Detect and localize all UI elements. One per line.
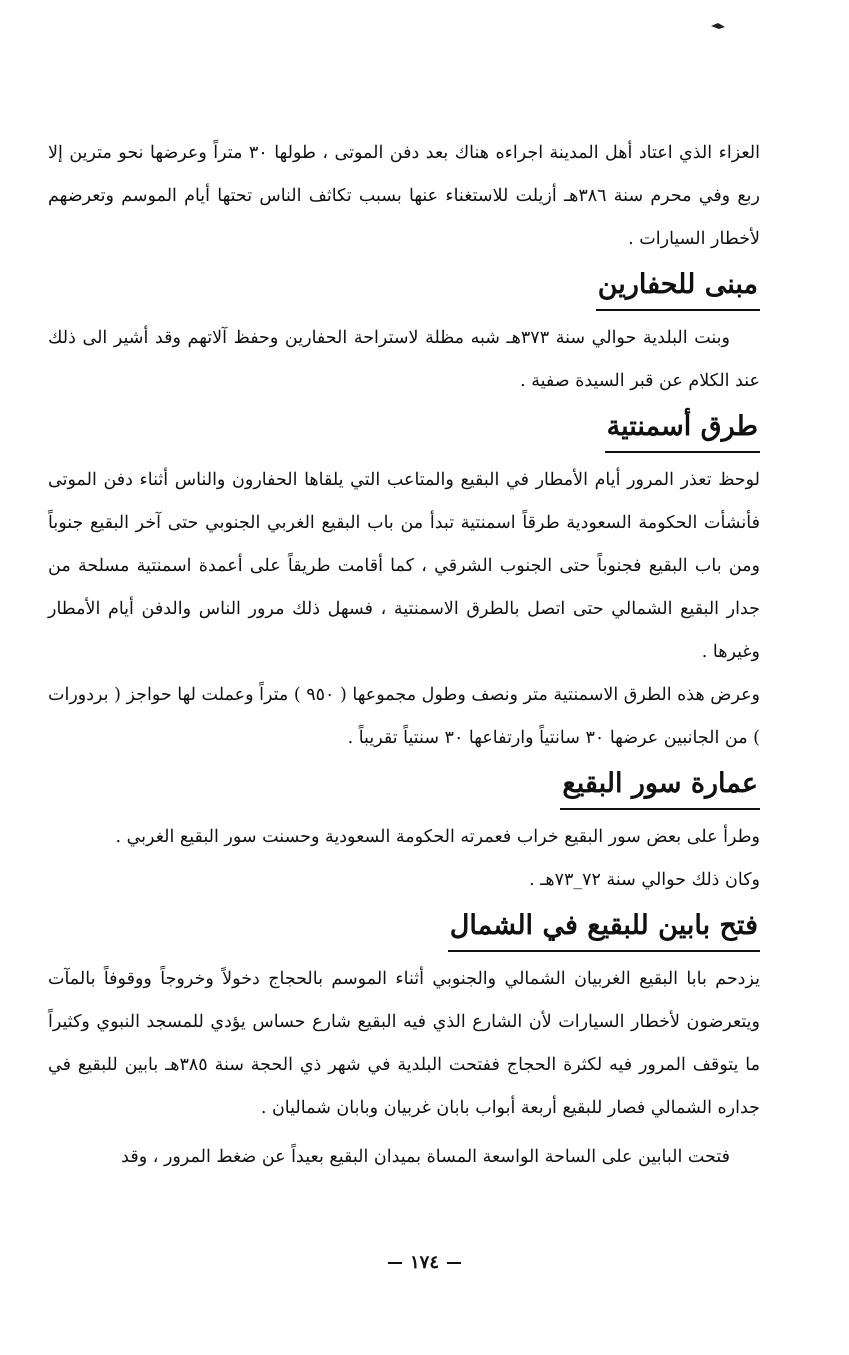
paragraph-cement-paths: لوحظ تعذر المرور أيام الأمطار في البقيع والمتاعب التي يلقاها الحفارون والناس أثناء دفن الموتى فأنشأت الحكومة السعودية طرقاً اسمنتية تبدأ من باب البقيع الغربي الجنوبي حتى آخر البقيع جنوباً ومن باب البقيع فجنوباً حتى الجنوب الشرقي ، كما أقامت طريقاً على أعمدة اسمنتية مسلحة من جدار البقيع الشمالي حتى اتصل بالطرق الاسمنتية ، فسهل ذلك مرور الناس والدفن أيام الأمطار وغيرها . [48,470,760,662]
paragraph-wall-restoration: وطرأ على بعض سور البقيع خراب فعمرته الحكومة السعودية وحسنت سور البقيع الغربي . [115,827,760,847]
paragraph-cement-paths-dimensions: وعرض هذه الطرق الاسمنتية متر ونصف وطول مجموعها ( ٩٥٠ ) متراً وعملت لها حواجز ( بردورات ) من الجانبين عرضها ٣٠ سانتياً وارتفاعها ٣٠ سنتياً تقريباً . [48,685,760,748]
heading-cement-paths: طرق أسمنتية [605,405,760,453]
paragraph-mourning-shelter: العزاء الذي اعتاد أهل المدينة اجراءه هناك بعد دفن الموتى ، طولها ٣٠ متراً وعرضها نحو مترين إلا ربع وفي محرم سنة ٣٨٦هـ أزيلت للاستغناء عنها بسبب تكاثف الناس تحتها أيام الموسم وتعرضهم لأخطار السيارات . [48,143,761,249]
page-number-dash-right [447,1262,461,1264]
page-number-value: ١٧٤ [409,1252,439,1273]
paragraph-wall-restoration-date: وكان ذلك حوالي سنة ٧٢_٧٣هـ . [529,870,760,890]
ink-speck [710,22,726,30]
paragraph-north-gates: يزدحم بابا البقيع الغربيان الشمالي والجنوبي أثناء الموسم بالحجاج دخولاً وخروجاً ووقوفاً بالمآت ويتعرضون لأخطار السيارات لأن الشارع الذي فيه البقيع شارع حساس يؤدي للمسجد النبوي وكثيراً ما يتوقف المرور فيه لكثرة الحجاج ففتحت البلدية في شهر ذي الحجة سنة ٣٨٥هـ بابين للبقيع في جداره الشمالي فصار للبقيع أربعة أبواب بابان غربيان وبابان شماليان . [48,969,760,1118]
heading-north-gates: فتح بابين للبقيع في الشمال [448,904,760,952]
paragraph-diggers-building: وبنت البلدية حوالي سنة ٣٧٣هـ شبه مظلة لاستراحة الحفارين وحفظ آلاتهم وقد أشير الى ذلك عند الكلام عن قبر السيدة صفية . [48,328,760,391]
page-number-dash-left [388,1262,402,1264]
page-number [0,1252,849,1273]
heading-diggers-building: مبنى للحفارين [596,263,760,311]
heading-wall-restoration: عمارة سور البقيع [560,762,760,810]
paragraph-gates-square: فتحت البابين على الساحة الواسعة المساة بميدان البقيع بعيداً عن ضغط المرور ، وقد [121,1147,730,1167]
page-body [48,132,760,1179]
